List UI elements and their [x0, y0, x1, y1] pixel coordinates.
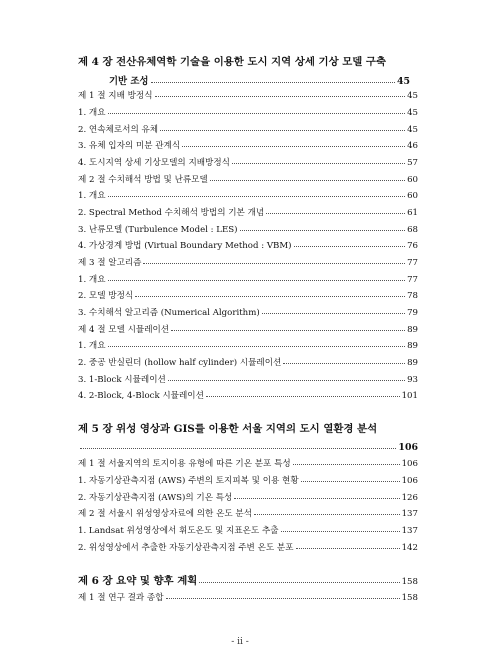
- toc-entry[interactable]: [0, 391, 480, 402]
- toc-entry[interactable]: [0, 158, 480, 169]
- toc-page: 45: [407, 108, 418, 118]
- toc-entry[interactable]: [0, 308, 480, 319]
- dot-leader: [262, 313, 405, 314]
- dot-leader: [283, 363, 405, 364]
- dot-leader: [182, 146, 405, 147]
- toc-text: 1. 개요: [78, 191, 106, 201]
- dot-leader: [143, 263, 405, 264]
- toc-page: 126: [401, 493, 418, 503]
- toc-page: 93: [407, 375, 418, 385]
- dot-leader: [155, 96, 406, 97]
- toc-entry[interactable]: [0, 258, 480, 269]
- toc-entry[interactable]: [0, 191, 480, 202]
- toc-entry[interactable]: [0, 526, 480, 537]
- toc-text: 제 6 장 요약 및 향후 계획: [78, 575, 198, 587]
- dot-leader: [234, 498, 399, 499]
- toc-text: 1. 자동기상관측지점 (AWS) 주변의 토지피복 및 이용 현황: [78, 476, 299, 486]
- dot-leader: [80, 448, 396, 449]
- toc-page: 68: [407, 225, 418, 235]
- chapter-6-title[interactable]: [0, 576, 480, 588]
- toc-entry[interactable]: [0, 225, 480, 236]
- toc-page: 77: [407, 275, 418, 285]
- toc-text: 제 4 절 모델 시뮬레이션: [78, 325, 170, 335]
- toc-text: 1. 개요: [78, 108, 106, 118]
- toc-page: 57: [407, 158, 418, 168]
- toc-page: 60: [407, 191, 418, 201]
- dot-leader: [210, 180, 405, 181]
- toc-page: 76: [407, 241, 418, 251]
- toc-page: 137: [401, 526, 418, 536]
- dot-leader: [171, 330, 405, 331]
- toc-page: 89: [407, 325, 418, 335]
- toc-entry[interactable]: [0, 493, 480, 504]
- toc-text: 4. 2-Block, 4-Block 시뮬레이션: [78, 391, 204, 401]
- toc-text: 4. 가상경계 방법 (Virtual Boundary Method : VBM): [78, 241, 292, 251]
- toc-text: 제 2 절 수치해석 방법 및 난류모델: [78, 175, 208, 185]
- toc-entry[interactable]: [0, 108, 480, 119]
- toc-entry[interactable]: [0, 593, 480, 604]
- toc-page: 45: [407, 125, 418, 135]
- toc-entry[interactable]: [0, 358, 480, 369]
- toc-entry[interactable]: [0, 459, 480, 470]
- toc-text: 제 1 절 연구 결과 종합: [78, 593, 164, 603]
- toc-page: 77: [407, 258, 418, 268]
- toc-text: 기반 조성: [109, 76, 149, 87]
- toc-text: 2. Spectral Method 수치해석 방법의 기본 개념: [78, 208, 265, 218]
- toc-page: 106: [401, 476, 418, 486]
- toc-text: 제 3 절 알고리즘: [78, 258, 142, 268]
- dot-leader: [254, 514, 400, 515]
- toc-text: 2. 중공 반실린더 (hollow half cylinder) 시뮬레이션: [78, 358, 282, 368]
- dot-leader: [166, 598, 400, 599]
- toc-text: 1. 개요: [78, 275, 106, 285]
- toc-entry[interactable]: [0, 241, 480, 252]
- toc-page: 106: [401, 459, 418, 469]
- toc-page: 158: [401, 593, 418, 603]
- dot-leader: [266, 213, 405, 214]
- dot-leader: [199, 582, 399, 583]
- dot-leader: [281, 531, 400, 532]
- toc-entry[interactable]: [0, 125, 480, 136]
- chapter-5-title: 제 5 장 위성 영상과 GIS를 이용한 서울 지역의 도시 열환경 분석: [78, 423, 378, 435]
- toc-entry[interactable]: [0, 291, 480, 302]
- toc-entry[interactable]: [0, 543, 480, 554]
- chapter-4-title-cont: [0, 76, 480, 87]
- toc-page: 45: [396, 76, 410, 87]
- toc-entry[interactable]: [0, 208, 480, 219]
- toc-page: 45: [407, 91, 418, 101]
- toc-page: 61: [407, 208, 418, 218]
- toc-entry[interactable]: [0, 141, 480, 152]
- toc-text: 2. 연속체로서의 유체: [78, 125, 159, 135]
- dot-leader: [151, 82, 395, 83]
- toc-entry[interactable]: [0, 341, 480, 352]
- dot-leader: [135, 296, 405, 297]
- dot-leader: [294, 246, 406, 247]
- toc-page: 46: [407, 141, 418, 151]
- toc-entry[interactable]: [0, 275, 480, 286]
- chapter-5-leader: [0, 442, 480, 453]
- toc-page: 101: [401, 391, 418, 401]
- dot-leader: [108, 196, 406, 197]
- dot-leader: [240, 230, 406, 231]
- page-number-footer: - ii -: [231, 637, 249, 647]
- dot-leader: [232, 163, 405, 164]
- toc-entry[interactable]: [0, 509, 480, 520]
- toc-page: 78: [407, 291, 418, 301]
- toc-text: 3. 1-Block 시뮬레이션: [78, 375, 166, 385]
- toc-text: 2. 자동기상관측지점 (AWS)의 기온 특성: [78, 493, 233, 503]
- toc-page: 89: [407, 341, 418, 351]
- toc-text: 제 1 절 서울지역의 토지이용 유형에 따른 기온 분포 특성: [78, 459, 291, 469]
- toc-entry[interactable]: [0, 325, 480, 336]
- toc-entry[interactable]: [0, 476, 480, 487]
- toc-page: 142: [401, 543, 418, 553]
- chapter-4-title: 제 4 장 전산유체역학 기술을 이용한 도시 지역 상세 기상 모델 구축: [78, 56, 386, 68]
- dot-leader: [296, 548, 400, 549]
- dot-leader: [293, 464, 400, 465]
- toc-page: 89: [407, 358, 418, 368]
- dot-leader: [301, 481, 400, 482]
- toc-page: 106: [398, 442, 418, 453]
- toc-page: 158: [401, 577, 418, 587]
- toc-text: 2. 모델 방정식: [78, 291, 134, 301]
- toc-text: 3. 난류모델 (Turbulence Model : LES): [78, 225, 238, 235]
- dot-leader: [206, 396, 400, 397]
- toc-text: 3. 수치해석 알고리즘 (Numerical Algorithm): [78, 308, 260, 318]
- toc-entry[interactable]: [0, 375, 480, 386]
- dot-leader: [168, 380, 405, 381]
- toc-text: 제 1 절 지배 방정식: [78, 91, 153, 101]
- toc-text: 3. 유체 입자의 미분 관계식: [78, 141, 181, 151]
- toc-text: 1. 개요: [78, 341, 106, 351]
- toc-entry[interactable]: [0, 91, 480, 102]
- toc-page: 137: [401, 509, 418, 519]
- toc-page: 60: [407, 175, 418, 185]
- toc-entry[interactable]: [0, 175, 480, 186]
- toc-text: 4. 도시지역 상세 기상모델의 지배방정식: [78, 158, 230, 168]
- toc-text: 2. 위성영상에서 추출한 자동기상관측지점 주변 온도 분포: [78, 543, 294, 553]
- toc-text: 제 2 절 서울시 위성영상자료에 의한 온도 분석: [78, 509, 253, 519]
- dot-leader: [160, 130, 405, 131]
- dot-leader: [108, 346, 406, 347]
- toc-text: 1. Landsat 위성영상에서 휘도온도 및 지표온도 추출: [78, 526, 279, 536]
- dot-leader: [108, 280, 406, 281]
- dot-leader: [108, 113, 406, 114]
- toc-page: 79: [407, 308, 418, 318]
